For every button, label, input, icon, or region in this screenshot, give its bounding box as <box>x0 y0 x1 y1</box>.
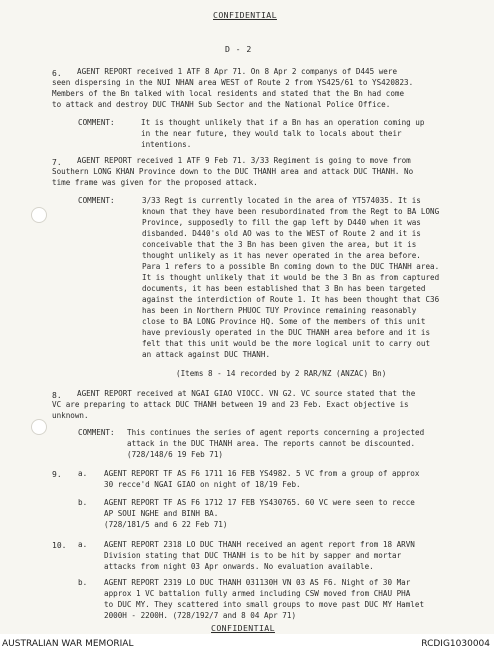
para10b-line: 2000H - 2200H. (728/192/7 and 8 04 Apr 71) <box>104 611 297 620</box>
comment-line: known that they have been resubordinated from the Regt to BA LONG <box>142 207 440 216</box>
para6-line: Members of the Bn talked with local residents and stated that the Bn had come <box>52 89 405 98</box>
comment-line: (728/148/6 19 Feb 71) <box>127 450 224 459</box>
archive-reference: RCDIG1030004 <box>421 639 490 649</box>
para8-line: unknown. <box>52 411 89 420</box>
sub-label: a. <box>78 469 88 478</box>
para-number: 6. <box>52 69 62 78</box>
comment-label: COMMENT: <box>78 118 115 127</box>
para7-line: Southern LONG KHAN Province down to the DUC THANH area and attack DUC THANH. No <box>52 167 414 176</box>
para-number: 10. <box>52 541 67 550</box>
para10b-line: to DUC MY. They scattered into small groups to move past DUC MY Hamlet <box>104 600 425 609</box>
para10a-line: Division stating that DUC THANH is to be hit by sapper and mortar <box>104 551 402 560</box>
para9a-line: 30 recce'd NGAI GIAO on night of 18/19 Feb. <box>104 480 301 489</box>
sub-label: b. <box>78 578 88 587</box>
comment-line: Para 1 refers to a possible Bn coming down to the DUC THANH area. <box>142 262 440 271</box>
para-number: 8. <box>52 391 62 400</box>
page-number: D - 2 <box>225 44 252 54</box>
para6-line: to attack and destroy DUC THANH Sub Sector and the National Police Office. <box>52 100 391 109</box>
para6-line: seen dispersing in the NUI NHAN area WEST of Route 2 from YS425/61 to YS420823. <box>52 78 414 87</box>
comment-line: have previously operated in the DUC THANH area before and it is <box>142 328 431 337</box>
para9b-line: (728/181/5 and 6 22 Feb 71) <box>104 520 228 529</box>
comment-line: documents, it has been established that 3 Bn has been targeted <box>142 284 426 293</box>
para7-line: time frame was given for the proposed attack. <box>52 178 258 187</box>
comment-line: It is thought unlikely that if a Bn has an operation coming up <box>141 118 425 127</box>
punch-hole <box>31 207 47 223</box>
para9a-line: AGENT REPORT TF AS F6 1711 16 FEB YS4982. 5 VC from a group of approx <box>104 469 420 478</box>
comment-line: against the interdiction of Route 1. It has been thought that C36 <box>142 295 440 304</box>
para10b-line: AGENT REPORT 2319 LO DUC THANH 031130H VN 03 AS F6. Night of 30 Mar <box>104 578 411 587</box>
para10a-line: attacks from night 03 Apr onwards. No evaluation available. <box>104 562 374 571</box>
comment-line: Province, supposedly to fill the gap left by D440 when it was <box>142 218 421 227</box>
comment-line: intentions. <box>141 140 192 149</box>
para10b-line: approx 1 VC battalion fully armed including CSW moved from CHAU PHA <box>104 589 411 598</box>
sub-label: b. <box>78 498 88 507</box>
classification-header: CONFIDENTIAL <box>213 10 277 20</box>
comment-line: It is thought unlikely that it would be the 3 Bn as from captured <box>142 273 440 282</box>
comment-line: This continues the series of agent reports concerning a projected <box>127 428 425 437</box>
comment-line: in the near future, they would talk to locals about their <box>141 129 402 138</box>
sub-label: a. <box>78 540 88 549</box>
para10a-line: AGENT REPORT 2318 LO DUC THANH received an agent report from 18 ARVN <box>104 540 415 549</box>
para9b-line: AP SOUI NGHE and BINH BA. <box>104 509 219 518</box>
comment-line: conceivable that the 3 Bn has been given the area, but it is <box>142 240 417 249</box>
recorded-note: (Items 8 - 14 recorded by 2 RAR/NZ (ANZAC) Bn) <box>176 369 387 378</box>
comment-label: COMMENT: <box>78 196 115 205</box>
para9b-line: AGENT REPORT TF AS F6 1712 17 FEB YS430765. 60 VC were seen to recce <box>104 498 415 507</box>
para6-line: AGENT REPORT received 1 ATF 8 Apr 71. On 8 Apr 2 companys of D445 were <box>77 67 398 76</box>
classification-footer: CONFIDENTIAL <box>211 623 275 633</box>
comment-label: COMMENT: <box>78 428 115 437</box>
para7-line: AGENT REPORT received 1 ATF 9 Feb 71. 3/33 Regiment is going to move from <box>77 156 411 165</box>
para-number: 9. <box>52 470 62 479</box>
comment-line: disbanded. D440's old AO was to the WEST of Route 2 and it is <box>142 229 421 238</box>
archive-footer <box>0 636 494 653</box>
comment-line: an attack against DUC THANH. <box>142 350 271 359</box>
comment-line: 3/33 Regt is currently located in the area of YT574035. It is <box>142 196 421 205</box>
comment-line: has been in Northern PHUOC TUY Province remaining reasonably <box>142 306 417 315</box>
archive-name: AUSTRALIAN WAR MEMORIAL <box>2 639 134 649</box>
comment-line: attack in the DUC THANH area. The reports cannot be discounted. <box>127 439 416 448</box>
para8-line: AGENT REPORT received at NGAI GIAO VIOCC. VN G2. VC source stated that the <box>77 389 416 398</box>
comment-line: thought unlikely as it has never operated in the area before. <box>142 251 421 260</box>
para-number: 7. <box>52 158 62 167</box>
comment-line: close to BA LONG Province HQ. Some of the members of this unit <box>142 317 426 326</box>
comment-line: felt that this unit would be the more logical unit to carry out <box>142 339 431 348</box>
para8-line: VC are preparing to attack DUC THANH between 19 and 23 Feb. Exact objective is <box>52 400 409 409</box>
punch-hole <box>31 419 47 435</box>
